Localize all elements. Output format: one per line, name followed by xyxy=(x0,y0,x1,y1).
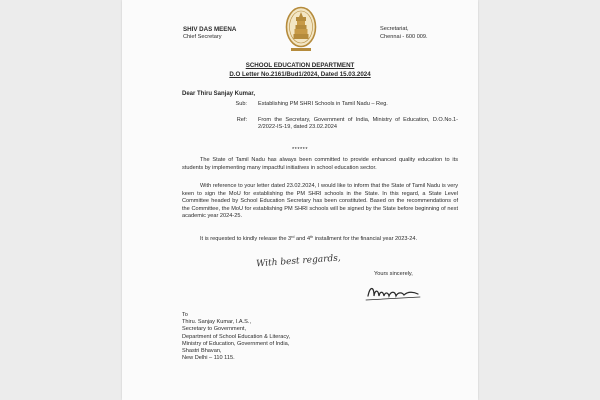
department-heading: SCHOOL EDUCATION DEPARTMENT xyxy=(245,62,355,69)
yours-sincerely: Yours sincerely, xyxy=(374,271,413,277)
addressee-line: Department of School Education & Literacy, xyxy=(182,333,291,340)
addressee-line: Thiru. Sanjay Kumar, I.A.S., xyxy=(182,319,252,326)
office-title: Secretariat, xyxy=(380,26,409,32)
body-paragraph-1: The State of Tamil Nadu has always been committed to provide enhanced quality education to its students by implementing many impactful initiatives in school education sector. xyxy=(182,157,458,171)
sender-name: SHIV DAS MEENA xyxy=(183,26,237,33)
subject-label: Sub: xyxy=(235,101,247,107)
addressee-line: Secretary to Government, xyxy=(182,326,247,333)
subject-text: Establishing PM SHRI Schools in Tamil Nadu – Reg. xyxy=(258,101,388,107)
addressee-to: To xyxy=(182,312,188,318)
body-paragraph-2: With reference to your letter dated 23.02.2024, I would like to inform that the State of Tamil Nadu is very keen to sign the MoU for establishing the PM SHRI schools in the State. In this regard, a State Level Committee headed by School Education Secretary has been constituted. Based on the recommendations of the Committee, the MoU for establishing PM SHRI schools will be signed by the State before beginning of next academic year 2024-25. xyxy=(182,183,458,220)
letter-page xyxy=(122,0,478,400)
handwritten-closing xyxy=(254,251,354,269)
tamil-nadu-emblem-icon xyxy=(285,6,317,52)
signature-icon xyxy=(362,282,442,304)
handwritten-closing-text: With best regards, xyxy=(255,253,342,269)
salutation: Dear Thiru Sanjay Kumar, xyxy=(182,91,256,97)
addressee-line: Ministry of Education, Government of India, xyxy=(182,340,290,347)
sender-designation: Chief Secretary xyxy=(183,34,222,40)
addressee-line: New Delhi – 110 115. xyxy=(182,355,235,362)
letter-reference-number: D.O Letter No.2161/Bud1/2024, Dated 15.03.2024 xyxy=(229,71,371,78)
reference-label: Ref: xyxy=(236,117,247,123)
reference-text: From the Secretary, Government of India, Ministry of Education, D.O.No.1-2/2022-IS-19, dated 23.02.2024 xyxy=(258,117,458,131)
body-paragraph-3: It is requested to kindly release the 3rd and 4th installment for the financial year 2023-24. xyxy=(200,235,418,242)
addressee-block xyxy=(182,312,382,362)
separator: ****** xyxy=(291,147,309,153)
office-address: Chennai - 600 009. xyxy=(380,34,428,40)
addressee-line: Shastri Bhavan, xyxy=(182,348,222,355)
